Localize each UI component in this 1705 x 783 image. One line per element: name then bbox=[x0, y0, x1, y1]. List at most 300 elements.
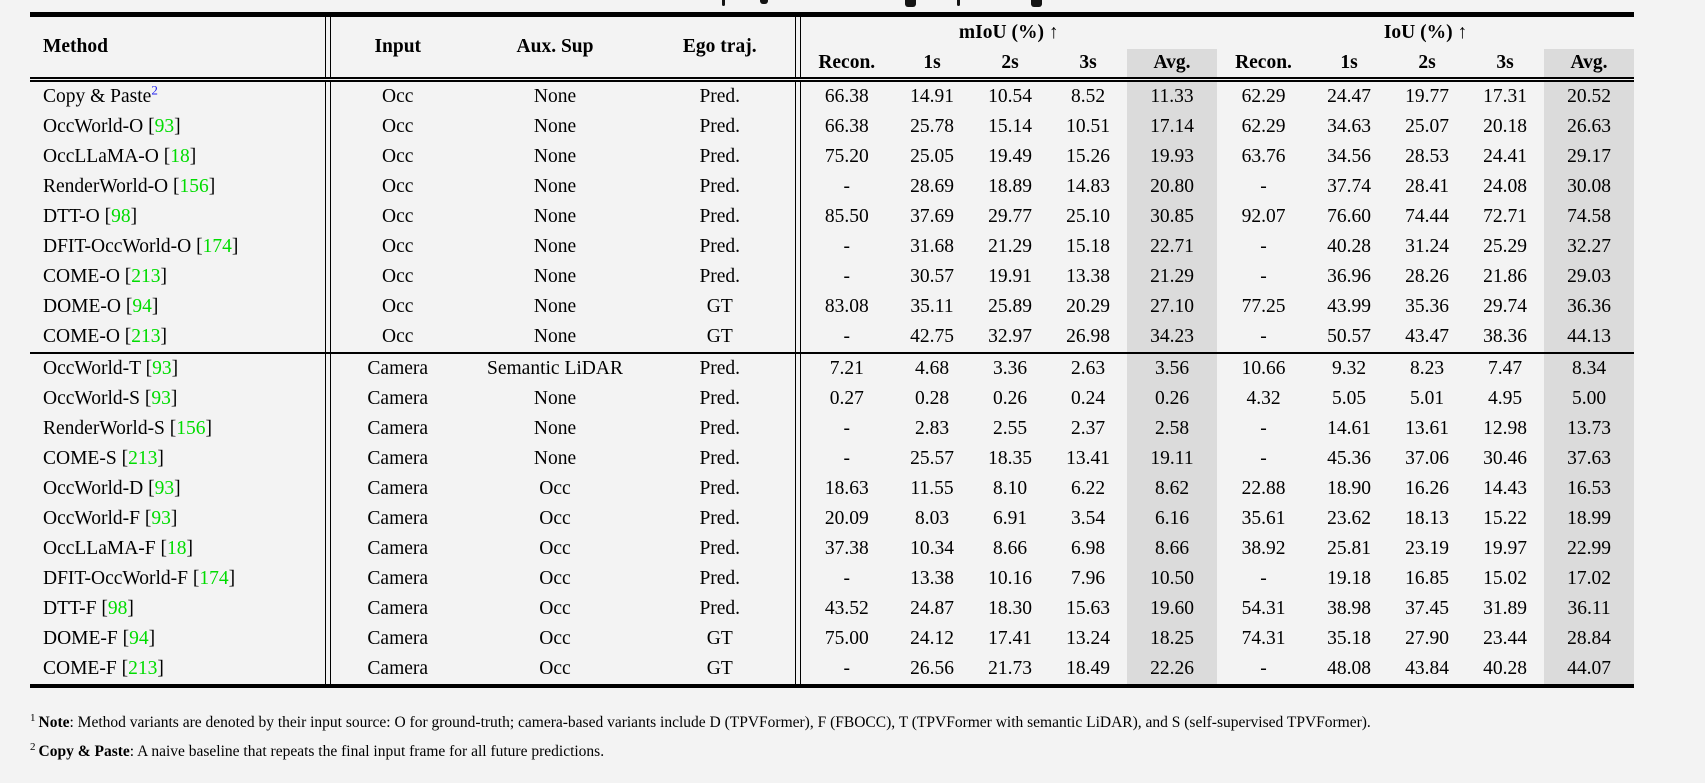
iou-avg-value: 17.02 bbox=[1544, 564, 1634, 594]
miou-1s-value: 25.78 bbox=[910, 116, 954, 137]
col-header-iou-1s: 1s bbox=[1310, 49, 1388, 80]
miou-2s-value: 10.54 bbox=[988, 86, 1032, 107]
iou-3s-value: 25.29 bbox=[1483, 236, 1527, 257]
ego-traj-cell: Pred. bbox=[699, 448, 741, 469]
iou-3s-value: 72.71 bbox=[1483, 206, 1527, 227]
footnotes bbox=[30, 706, 1680, 764]
method-cell: DFIT-OccWorld-F [174] bbox=[43, 568, 236, 589]
miou-avg-value: 2.58 bbox=[1127, 414, 1217, 444]
miou-recon-value: 66.38 bbox=[824, 116, 869, 137]
miou-recon-value: 75.00 bbox=[824, 628, 869, 649]
miou-1s-value: 42.75 bbox=[910, 326, 954, 347]
iou-recon-value: 35.61 bbox=[1241, 508, 1286, 529]
aux-sup-cell: None bbox=[533, 86, 577, 107]
col-header-input: Input bbox=[330, 15, 465, 80]
iou-avg-value: 32.27 bbox=[1544, 232, 1634, 262]
iou-2s-value: 13.61 bbox=[1405, 418, 1449, 439]
iou-recon-value: 54.31 bbox=[1241, 598, 1286, 619]
iou-1s-value: 37.74 bbox=[1327, 176, 1371, 197]
miou-avg-value: 30.85 bbox=[1127, 202, 1217, 232]
citation-link[interactable]: 94 bbox=[129, 628, 149, 649]
method-name: DTT-F bbox=[43, 598, 97, 619]
miou-avg-value: 22.26 bbox=[1127, 654, 1217, 686]
method-name: COME-S bbox=[43, 448, 117, 469]
ego-traj-cell: GT bbox=[706, 296, 733, 317]
iou-3s-value: 24.08 bbox=[1483, 176, 1527, 197]
miou-2s-value: 21.29 bbox=[988, 236, 1032, 257]
input-cell: Camera bbox=[367, 628, 429, 649]
miou-2s-value: 8.10 bbox=[992, 478, 1028, 499]
miou-2s-value: 19.91 bbox=[988, 266, 1032, 287]
input-cell: Camera bbox=[367, 388, 429, 409]
iou-recon-value: 62.29 bbox=[1241, 116, 1286, 137]
ego-traj-cell: Pred. bbox=[699, 508, 741, 529]
iou-avg-value: 74.58 bbox=[1544, 202, 1634, 232]
iou-recon-value: - bbox=[1260, 568, 1267, 589]
iou-2s-value: 27.90 bbox=[1405, 628, 1449, 649]
results-table-container bbox=[30, 12, 1634, 688]
miou-recon-value: - bbox=[843, 326, 850, 347]
iou-1s-value: 5.05 bbox=[1331, 388, 1367, 409]
iou-2s-value: 43.47 bbox=[1405, 326, 1449, 347]
col-header-miou-avg: Avg. bbox=[1127, 49, 1217, 80]
input-cell: Camera bbox=[367, 508, 429, 529]
iou-3s-value: 19.97 bbox=[1483, 538, 1527, 559]
miou-recon-value: 85.50 bbox=[824, 206, 869, 227]
input-cell: Occ bbox=[382, 176, 414, 197]
footnote-2 bbox=[30, 735, 1680, 764]
miou-2s-value: 18.89 bbox=[988, 176, 1032, 197]
input-cell: Camera bbox=[367, 448, 429, 469]
miou-1s-value: 0.28 bbox=[914, 388, 950, 409]
table-row bbox=[30, 353, 1634, 384]
method-name: DFIT-OccWorld-O bbox=[43, 236, 192, 257]
miou-3s-value: 15.26 bbox=[1066, 146, 1110, 167]
miou-avg-value: 6.16 bbox=[1127, 504, 1217, 534]
citation-link[interactable]: 93 bbox=[151, 508, 171, 529]
method-name: DTT-O bbox=[43, 206, 100, 227]
caption-cropped-fragment bbox=[0, 0, 1705, 9]
iou-2s-value: 28.41 bbox=[1405, 176, 1449, 197]
footnote-ref-link[interactable]: 2 bbox=[151, 82, 158, 98]
iou-avg-value: 18.99 bbox=[1544, 504, 1634, 534]
col-header-iou-avg: Avg. bbox=[1544, 49, 1634, 80]
miou-2s-value: 29.77 bbox=[988, 206, 1032, 227]
input-cell: Occ bbox=[382, 266, 414, 287]
iou-3s-value: 15.02 bbox=[1483, 568, 1527, 589]
table-row bbox=[30, 112, 1634, 142]
miou-2s-value: 15.14 bbox=[988, 116, 1032, 137]
input-cell: Occ bbox=[382, 116, 414, 137]
col-group-iou: IoU (%) ↑ bbox=[1383, 22, 1468, 43]
miou-2s-value: 6.91 bbox=[992, 508, 1028, 529]
iou-1s-value: 14.61 bbox=[1327, 418, 1371, 439]
method-name: RenderWorld-O bbox=[43, 176, 169, 197]
miou-2s-value: 32.97 bbox=[988, 326, 1032, 347]
iou-1s-value: 40.28 bbox=[1327, 236, 1371, 257]
iou-avg-value: 36.36 bbox=[1544, 292, 1634, 322]
method-name: DOME-F bbox=[43, 628, 118, 649]
input-cell: Occ bbox=[382, 296, 414, 317]
miou-2s-value: 18.30 bbox=[988, 598, 1032, 619]
iou-1s-value: 19.18 bbox=[1327, 568, 1371, 589]
iou-avg-value: 26.63 bbox=[1544, 112, 1634, 142]
table-row bbox=[30, 322, 1634, 353]
iou-avg-value: 13.73 bbox=[1544, 414, 1634, 444]
citation-link[interactable]: 93 bbox=[154, 116, 175, 137]
iou-2s-value: 8.23 bbox=[1388, 353, 1466, 384]
method-cell: COME-F [213] bbox=[43, 658, 164, 679]
footnote-1-marker: 1 bbox=[30, 712, 36, 724]
miou-recon-value: 75.20 bbox=[824, 146, 869, 167]
method-name: OccWorld-O bbox=[43, 116, 144, 137]
iou-recon-value: 92.07 bbox=[1241, 206, 1286, 227]
iou-1s-value: 36.96 bbox=[1327, 266, 1371, 287]
miou-avg-value: 22.71 bbox=[1127, 232, 1217, 262]
iou-2s-value: 5.01 bbox=[1409, 388, 1445, 409]
miou-recon-value: - bbox=[843, 418, 850, 439]
ego-traj-cell: Pred. bbox=[699, 236, 741, 257]
miou-1s-value: 25.05 bbox=[910, 146, 954, 167]
iou-3s-value: 31.89 bbox=[1483, 598, 1527, 619]
footnote-2-label: Copy & Paste bbox=[38, 743, 130, 761]
ego-traj-cell: Pred. bbox=[699, 206, 741, 227]
method-cell: OccWorld-T [93] bbox=[30, 353, 325, 384]
method-name: Copy & Paste bbox=[43, 86, 152, 107]
citation-link[interactable]: 93 bbox=[151, 388, 171, 409]
method-cell: RenderWorld-S [156] bbox=[43, 418, 213, 439]
aux-sup-cell: Occ bbox=[539, 658, 571, 679]
method-name: COME-O bbox=[43, 266, 120, 287]
ego-traj-cell: Pred. bbox=[645, 353, 795, 384]
iou-3s-value: 7.47 bbox=[1466, 353, 1544, 384]
iou-3s-value: 12.98 bbox=[1483, 418, 1527, 439]
input-cell: Occ bbox=[382, 146, 414, 167]
miou-3s-value: 20.29 bbox=[1066, 296, 1110, 317]
aux-sup-cell: Occ bbox=[539, 598, 571, 619]
iou-recon-value: 77.25 bbox=[1241, 296, 1286, 317]
aux-sup-cell: None bbox=[533, 388, 577, 409]
footnote-1-label: Note bbox=[38, 714, 70, 732]
citation-link[interactable]: 94 bbox=[132, 296, 152, 317]
method-name: OccWorld-S bbox=[43, 388, 140, 409]
col-header-aux-sup: Aux. Sup bbox=[465, 15, 645, 80]
iou-2s-value: 23.19 bbox=[1405, 538, 1449, 559]
miou-3s-value: 15.18 bbox=[1066, 236, 1110, 257]
aux-sup-cell: None bbox=[533, 206, 577, 227]
table-row bbox=[30, 654, 1634, 686]
iou-avg-value: 29.17 bbox=[1544, 142, 1634, 172]
iou-3s-value: 17.31 bbox=[1483, 86, 1527, 107]
miou-3s-value: 7.96 bbox=[1070, 568, 1106, 589]
method-cell: OccWorld-F [93] bbox=[43, 508, 178, 529]
footnote-2-marker: 2 bbox=[30, 741, 36, 754]
iou-3s-value: 40.28 bbox=[1483, 658, 1527, 679]
miou-3s-value: 18.49 bbox=[1066, 658, 1110, 679]
ego-traj-cell: Pred. bbox=[699, 176, 741, 197]
method-cell: OccWorld-S [93] bbox=[43, 388, 178, 409]
iou-2s-value: 43.84 bbox=[1405, 658, 1449, 679]
miou-3s-value: 3.54 bbox=[1070, 508, 1106, 529]
iou-1s-value: 34.56 bbox=[1327, 146, 1371, 167]
iou-recon-value: - bbox=[1260, 418, 1267, 439]
method-cell: DTT-O [98] bbox=[43, 206, 138, 227]
iou-3s-value: 38.36 bbox=[1483, 326, 1527, 347]
iou-1s-value: 18.90 bbox=[1327, 478, 1371, 499]
method-cell: DFIT-OccWorld-O [174] bbox=[43, 236, 239, 257]
method-name: OccWorld-D bbox=[43, 478, 144, 499]
col-header-method: Method bbox=[30, 15, 325, 80]
miou-3s-value: 15.63 bbox=[1066, 598, 1110, 619]
input-cell: Occ bbox=[382, 206, 414, 227]
aux-sup-cell: None bbox=[533, 296, 577, 317]
iou-avg-value: 22.99 bbox=[1544, 534, 1634, 564]
miou-3s-value: 0.24 bbox=[1070, 388, 1106, 409]
miou-avg-value: 19.11 bbox=[1127, 444, 1217, 474]
input-cell: Occ bbox=[382, 236, 414, 257]
input-cell: Camera bbox=[367, 598, 429, 619]
miou-1s-value: 11.55 bbox=[910, 478, 954, 499]
iou-avg-value: 16.53 bbox=[1544, 474, 1634, 504]
table-row bbox=[30, 202, 1634, 232]
miou-avg-value: 10.50 bbox=[1127, 564, 1217, 594]
iou-3s-value: 4.95 bbox=[1487, 388, 1523, 409]
citation-link[interactable]: 156 bbox=[179, 176, 209, 197]
iou-1s-value: 25.81 bbox=[1327, 538, 1371, 559]
citation-link[interactable]: 213 bbox=[131, 326, 161, 347]
citation-link[interactable]: 93 bbox=[154, 478, 175, 499]
iou-avg-value: 37.63 bbox=[1544, 444, 1634, 474]
table-row bbox=[30, 172, 1634, 202]
miou-avg-value: 11.33 bbox=[1127, 80, 1217, 113]
col-group-miou: mIoU (%) ↑ bbox=[958, 22, 1059, 43]
miou-avg-value: 0.26 bbox=[1127, 384, 1217, 414]
miou-2s-value: 8.66 bbox=[992, 538, 1028, 559]
table-row bbox=[30, 564, 1634, 594]
aux-sup-cell: None bbox=[533, 326, 577, 347]
miou-recon-value: 43.52 bbox=[824, 598, 869, 619]
miou-1s-value: 14.91 bbox=[910, 86, 954, 107]
iou-2s-value: 74.44 bbox=[1405, 206, 1449, 227]
citation-link[interactable]: 98 bbox=[111, 206, 131, 227]
citation-link[interactable]: 93 bbox=[152, 358, 172, 379]
col-header-iou-3s: 3s bbox=[1466, 49, 1544, 80]
iou-recon-value: 74.31 bbox=[1241, 628, 1286, 649]
aux-sup-cell: Occ bbox=[539, 508, 571, 529]
iou-3s-value: 24.41 bbox=[1483, 146, 1527, 167]
input-cell: Camera bbox=[367, 418, 429, 439]
method-name: OccWorld-F bbox=[43, 508, 140, 529]
results-table bbox=[30, 12, 1634, 688]
citation-link[interactable]: 156 bbox=[176, 418, 206, 439]
iou-avg-value: 29.03 bbox=[1544, 262, 1634, 292]
iou-3s-value: 23.44 bbox=[1483, 628, 1527, 649]
miou-1s-value: 37.69 bbox=[910, 206, 954, 227]
miou-2s-value: 25.89 bbox=[988, 296, 1032, 317]
miou-1s-value: 35.11 bbox=[910, 296, 954, 317]
miou-1s-value: 30.57 bbox=[910, 266, 954, 287]
aux-sup-cell: Occ bbox=[539, 478, 571, 499]
method-cell: COME-O [213] bbox=[43, 266, 168, 287]
miou-2s-value: 10.16 bbox=[988, 568, 1032, 589]
iou-recon-value: 38.92 bbox=[1241, 538, 1286, 559]
miou-recon-value: - bbox=[843, 266, 850, 287]
miou-3s-value: 13.24 bbox=[1066, 628, 1110, 649]
table-row bbox=[30, 80, 1634, 113]
aux-sup-cell: None bbox=[533, 448, 577, 469]
iou-recon-value: - bbox=[1260, 448, 1267, 469]
aux-sup-cell: None bbox=[533, 176, 577, 197]
miou-recon-value: 7.21 bbox=[800, 353, 893, 384]
col-header-iou-2s: 2s bbox=[1388, 49, 1466, 80]
miou-3s-value: 26.98 bbox=[1066, 326, 1110, 347]
iou-2s-value: 37.06 bbox=[1405, 448, 1449, 469]
method-cell: DOME-F [94] bbox=[43, 628, 156, 649]
method-name: DOME-O bbox=[43, 296, 121, 317]
ego-traj-cell: Pred. bbox=[699, 116, 741, 137]
aux-sup-cell: Occ bbox=[539, 628, 571, 649]
method-cell: COME-S [213] bbox=[43, 448, 164, 469]
miou-recon-value: 18.63 bbox=[824, 478, 869, 499]
method-name: OccWorld-T bbox=[43, 358, 141, 379]
miou-3s-value: 2.63 bbox=[1049, 353, 1127, 384]
iou-recon-value: 62.29 bbox=[1241, 86, 1286, 107]
ego-traj-cell: Pred. bbox=[699, 568, 741, 589]
miou-avg-value: 21.29 bbox=[1127, 262, 1217, 292]
iou-2s-value: 37.45 bbox=[1405, 598, 1449, 619]
table-row bbox=[30, 534, 1634, 564]
citation-link[interactable]: 98 bbox=[107, 598, 128, 619]
ego-traj-cell: Pred. bbox=[699, 598, 741, 619]
aux-sup-cell: None bbox=[533, 266, 577, 287]
miou-1s-value: 4.68 bbox=[893, 353, 971, 384]
miou-recon-value: 66.38 bbox=[824, 86, 869, 107]
ego-traj-cell: Pred. bbox=[699, 86, 741, 107]
ego-traj-cell: GT bbox=[706, 628, 733, 649]
iou-1s-value: 43.99 bbox=[1327, 296, 1371, 317]
iou-recon-value: 63.76 bbox=[1241, 146, 1286, 167]
iou-2s-value: 28.53 bbox=[1405, 146, 1449, 167]
ego-traj-cell: Pred. bbox=[699, 418, 741, 439]
miou-1s-value: 24.12 bbox=[910, 628, 954, 649]
miou-1s-value: 2.83 bbox=[914, 418, 950, 439]
input-cell: Occ bbox=[382, 326, 414, 347]
method-cell: OccLLaMA-O [18] bbox=[43, 146, 197, 167]
iou-recon-value: - bbox=[1260, 658, 1267, 679]
miou-avg-value: 8.66 bbox=[1127, 534, 1217, 564]
aux-sup-cell: None bbox=[533, 146, 577, 167]
iou-1s-value: 34.63 bbox=[1327, 116, 1371, 137]
miou-3s-value: 10.51 bbox=[1066, 116, 1110, 137]
iou-2s-value: 25.07 bbox=[1405, 116, 1449, 137]
iou-recon-value: 10.66 bbox=[1217, 353, 1310, 384]
miou-1s-value: 28.69 bbox=[910, 176, 954, 197]
miou-avg-value: 19.60 bbox=[1127, 594, 1217, 624]
iou-avg-value: 5.00 bbox=[1544, 384, 1634, 414]
table-row bbox=[30, 504, 1634, 534]
miou-3s-value: 8.52 bbox=[1070, 86, 1106, 107]
citation-link[interactable]: 213 bbox=[128, 658, 158, 679]
method-cell: DTT-F [98] bbox=[43, 598, 134, 619]
method-name: DFIT-OccWorld-F bbox=[43, 568, 189, 589]
ego-traj-cell: Pred. bbox=[699, 388, 741, 409]
iou-1s-value: 9.32 bbox=[1310, 353, 1388, 384]
iou-3s-value: 29.74 bbox=[1483, 296, 1527, 317]
input-cell: Camera bbox=[367, 568, 429, 589]
miou-avg-value: 3.56 bbox=[1127, 353, 1217, 384]
ego-traj-cell: GT bbox=[706, 326, 733, 347]
table-body bbox=[30, 80, 1634, 687]
iou-2s-value: 16.85 bbox=[1405, 568, 1449, 589]
iou-avg-value: 8.34 bbox=[1544, 353, 1634, 384]
iou-2s-value: 35.36 bbox=[1405, 296, 1449, 317]
miou-2s-value: 17.41 bbox=[988, 628, 1032, 649]
table-row bbox=[30, 474, 1634, 504]
miou-recon-value: - bbox=[843, 658, 850, 679]
miou-avg-value: 20.80 bbox=[1127, 172, 1217, 202]
iou-2s-value: 28.26 bbox=[1405, 266, 1449, 287]
miou-1s-value: 26.56 bbox=[910, 658, 954, 679]
header-row-top bbox=[30, 15, 1634, 50]
input-cell: Camera bbox=[367, 478, 429, 499]
citation-link[interactable]: 213 bbox=[131, 266, 161, 287]
citation-link[interactable]: 18 bbox=[167, 538, 187, 559]
iou-1s-value: 35.18 bbox=[1327, 628, 1371, 649]
miou-3s-value: 13.38 bbox=[1066, 266, 1110, 287]
table-row bbox=[30, 444, 1634, 474]
miou-avg-value: 34.23 bbox=[1127, 322, 1217, 353]
method-cell: OccWorld-D [93] bbox=[43, 478, 181, 499]
col-header-iou-recon: Recon. bbox=[1217, 49, 1310, 80]
miou-3s-value: 6.22 bbox=[1070, 478, 1106, 499]
col-header-miou-2s: 2s bbox=[971, 49, 1049, 80]
miou-recon-value: - bbox=[843, 176, 850, 197]
table-row bbox=[30, 624, 1634, 654]
miou-3s-value: 2.37 bbox=[1070, 418, 1106, 439]
iou-recon-value: 4.32 bbox=[1246, 388, 1281, 409]
iou-1s-value: 23.62 bbox=[1327, 508, 1371, 529]
iou-3s-value: 20.18 bbox=[1483, 116, 1527, 137]
method-name: OccLLaMA-O bbox=[43, 146, 159, 167]
iou-3s-value: 21.86 bbox=[1483, 266, 1527, 287]
table-row bbox=[30, 414, 1634, 444]
method-cell: DOME-O [94] bbox=[43, 296, 159, 317]
miou-2s-value: 19.49 bbox=[988, 146, 1032, 167]
aux-sup-cell: Occ bbox=[539, 568, 571, 589]
iou-avg-value: 44.07 bbox=[1544, 654, 1634, 686]
citation-link[interactable]: 213 bbox=[128, 448, 158, 469]
iou-recon-value: - bbox=[1260, 236, 1267, 257]
footnote-1 bbox=[30, 706, 1680, 735]
table-row bbox=[30, 292, 1634, 322]
table-row bbox=[30, 142, 1634, 172]
citation-link[interactable]: 174 bbox=[199, 568, 229, 589]
iou-recon-value: - bbox=[1260, 266, 1267, 287]
input-cell: Camera bbox=[330, 353, 465, 384]
iou-2s-value: 19.77 bbox=[1405, 86, 1449, 107]
aux-sup-cell: None bbox=[533, 418, 577, 439]
miou-avg-value: 18.25 bbox=[1127, 624, 1217, 654]
miou-recon-value: 37.38 bbox=[824, 538, 869, 559]
iou-2s-value: 31.24 bbox=[1405, 236, 1449, 257]
aux-sup-cell: Occ bbox=[539, 538, 571, 559]
citation-link[interactable]: 174 bbox=[202, 236, 232, 257]
col-header-ego-traj: Ego traj. bbox=[645, 15, 795, 80]
method-name: OccLLaMA-F bbox=[43, 538, 156, 559]
citation-link[interactable]: 18 bbox=[170, 146, 190, 167]
miou-1s-value: 10.34 bbox=[910, 538, 954, 559]
miou-recon-value: 83.08 bbox=[824, 296, 869, 317]
